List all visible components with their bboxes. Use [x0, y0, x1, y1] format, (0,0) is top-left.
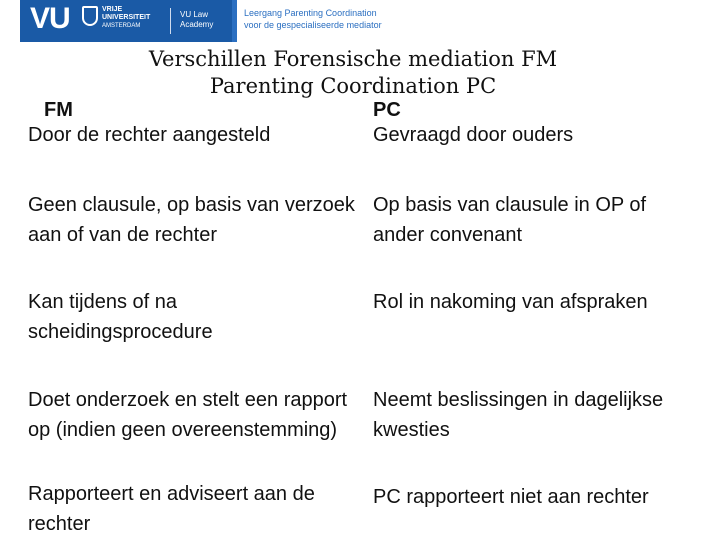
course-title: [244, 7, 382, 31]
pc-item: Gevraagd door ouders: [373, 124, 574, 146]
griffin-icon: [82, 6, 98, 26]
academy-line-2: Academy: [180, 20, 214, 29]
fm-column-header: FM: [44, 99, 73, 121]
university-line-1: VRIJE: [102, 6, 123, 13]
pc-item: PC rapporteert niet aan rechter: [373, 486, 649, 508]
pc-item: Rol in nakoming van afspraken: [373, 291, 648, 313]
course-accent-bar: [232, 0, 237, 42]
course-title-block: [232, 0, 384, 42]
header-logo: [20, 0, 384, 42]
academy-line-1: VU Law: [180, 10, 209, 19]
fm-item: Geen clausule, op basis van verzoek aan of van de rechter: [28, 194, 355, 246]
university-line-3: AMSTERDAM: [102, 23, 141, 29]
course-line-2: voor de gespecialiseerde mediator: [244, 20, 382, 30]
university-name: [102, 6, 150, 30]
fm-item: Door de rechter aangesteld: [28, 124, 271, 146]
logo-divider: [170, 8, 171, 34]
pc-item: Neemt beslissingen in dagelijkse kwesties: [373, 389, 664, 441]
law-academy-name: [180, 10, 213, 30]
fm-item: Kan tijdens of na scheidingsprocedure: [28, 291, 213, 343]
fm-item: Doet onderzoek en stelt een rapport op (indien geen overeenstemming): [28, 389, 348, 441]
pc-item: Op basis van clausule in OP of ander convenant: [373, 194, 647, 246]
pc-column-header: PC: [373, 99, 401, 121]
university-line-2: UNIVERSITEIT: [102, 14, 151, 21]
slide-title-line-1: Verschillen Forensische mediation FM: [148, 47, 558, 71]
course-line-1: Leergang Parenting Coordination: [244, 8, 377, 18]
fm-item: Rapporteert en adviseert aan de rechter: [28, 483, 315, 535]
slide-title-line-2: Parenting Coordination PC: [209, 74, 497, 98]
slide-title: [0, 46, 706, 100]
vu-logo-mark: VU: [30, 2, 70, 35]
